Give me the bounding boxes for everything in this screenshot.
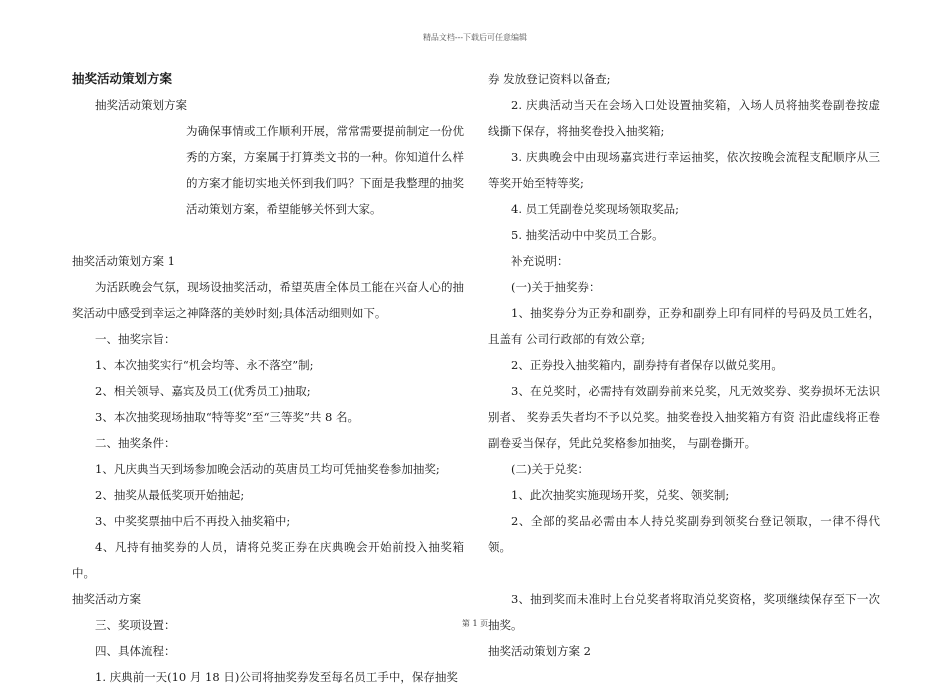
page-header-note: 精品文档---下载后可任意编辑 xyxy=(422,33,528,42)
paragraph: 券 发放登记资料以备查; xyxy=(488,72,611,86)
paragraph: (一)关于抽奖券： xyxy=(511,280,601,294)
paragraph: 3、在兑奖时，必需持有效副券前来兑奖，凡无效奖券、奖券损坏无法识别者、 奖券丢失者均不予以兑奖。抽奖卷投入抽奖箱方有资 沿此虚线将正卷 副卷妥当保存，凭此兑奖格参加抽奖， 与副卷撕开。 xyxy=(488,384,880,450)
paragraph: 1、凡庆典当天到场参加晚会活动的英唐员工均可凭抽奖卷参加抽奖; xyxy=(95,462,440,476)
paragraph: (二)关于兑奖： xyxy=(511,462,589,476)
blank-line xyxy=(72,222,464,248)
paragraph: 2、抽奖从最低奖项开始抽起; xyxy=(95,488,245,502)
paragraph: 一、抽奖宗旨： xyxy=(95,332,176,346)
paragraph: 4. 员工凭副卷兑奖现场领取奖品; xyxy=(511,202,680,216)
paragraph: 2、正券投入抽奖箱内，副券持有者保存以做兑奖用。 xyxy=(511,358,783,372)
paragraph: 3、本次抽奖现场抽取“特等奖”至“三等奖”共 8 名。 xyxy=(95,410,359,424)
paragraph: 2. 庆典活动当天在会场入口处设置抽奖箱，入场人员将抽奖卷副卷按虚线撕下保存，将抽奖卷投入抽奖箱; xyxy=(488,98,880,138)
paragraph: 四、具体流程： xyxy=(95,644,176,658)
paragraph: 三、奖项设置： xyxy=(95,618,176,632)
blank-line xyxy=(488,560,880,586)
paragraph: 3、中奖奖票抽中后不再投入抽奖箱中; xyxy=(95,514,291,528)
paragraph: 1、抽奖券分为正券和副券，正券和副券上印有同样的号码及员工姓名，且盖有 公司行政部的有效公章; xyxy=(488,306,880,346)
paragraph: 为确保事情或工作顺利开展，常常需要提前制定一份优秀的方案，方案属于打算类文书的一种。你知道什么样的方案才能切实地关怀到我们吗？下面是我整理的抽奖活动策划方案，希望能够关怀到大家。 xyxy=(186,124,464,216)
paragraph: 1、本次抽奖实行“机会均等、永不落空”制; xyxy=(95,358,314,372)
paragraph: 2、相关领导、嘉宾及员工(优秀员工)抽取; xyxy=(95,384,311,398)
paragraph: 抽奖活动方案 xyxy=(72,592,141,606)
paragraph: 为活跃晚会气氛，现场设抽奖活动，希望英唐全体员工能在兴奋人心的抽奖活动中感受到幸运之神降落的美妙时刻;具体活动细则如下。 xyxy=(72,280,464,320)
paragraph: 1、此次抽奖实施现场开奖，兑奖、领奖制; xyxy=(511,488,730,502)
left-text-column xyxy=(72,66,464,690)
paragraph: 5. 抽奖活动中中奖员工合影。 xyxy=(511,228,664,242)
paragraph: 抽奖活动策划方案 2 xyxy=(488,644,591,658)
paragraph: 抽奖活动策划方案 1 xyxy=(72,254,175,268)
paragraph: 2、全部的奖品必需由本人持兑奖副券到领奖台登记领取，一律不得代领。 xyxy=(488,514,880,554)
paragraph: 4、凡持有抽奖券的人员，请将兑奖正券在庆典晚会开始前投入抽奖箱中。 xyxy=(72,540,464,580)
right-text-column xyxy=(488,66,880,664)
paragraph: 二、抽奖条件： xyxy=(95,436,176,450)
paragraph: 补充说明： xyxy=(511,254,569,268)
page-number: 第 1 页 xyxy=(461,619,489,628)
paragraph: 1. 庆典前一天(10 月 18 日)公司将抽奖券发至每名员工手中，保存抽奖 xyxy=(95,670,458,684)
paragraph: 3、抽到奖而未准时上台兑奖者将取消兑奖资格，奖项继续保存至下一次抽奖。 xyxy=(488,592,880,632)
paragraph: 抽奖活动策划方案 xyxy=(95,98,187,112)
paragraph: 3. 庆典晚会中由现场嘉宾进行幸运抽奖，依次按晚会流程支配顺序从三等奖开始至特等奖; xyxy=(488,150,880,190)
document-title: 抽奖活动策划方案 xyxy=(72,71,173,86)
